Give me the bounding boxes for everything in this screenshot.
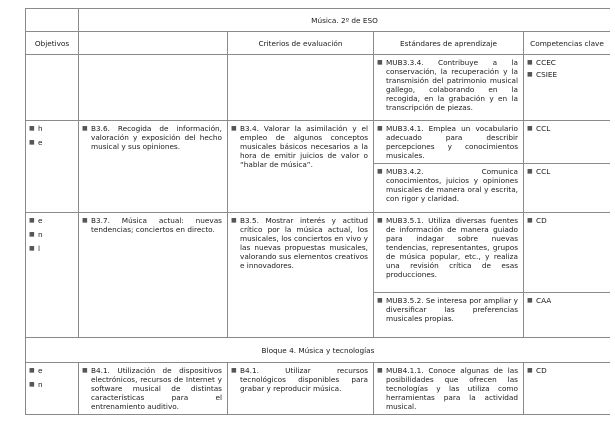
curriculum-table-container xyxy=(25,8,610,439)
bullet-icon: ■ xyxy=(231,367,237,374)
estandar-text: MUB3.4.1. Emplea un vocabulario adecuado para describir percepciones y conocimientos musicales. xyxy=(386,124,518,160)
criterio-cell xyxy=(228,213,374,338)
competencias-cell xyxy=(524,363,611,415)
competencia-text: CD xyxy=(536,366,547,375)
criterio-text: B3.5. Mostrar interés y actitud crítico por la música actual, los musicales, los conciertos en vivo y las nuevas propuestas musicales, valorando sus elementos creativos e innovadores. xyxy=(240,216,368,270)
table-row xyxy=(26,213,611,293)
bullet-icon: ■ xyxy=(527,297,533,304)
bullet-icon: ■ xyxy=(82,367,88,374)
bullet-icon: ■ xyxy=(527,168,533,175)
bullet-icon: ■ xyxy=(377,59,383,66)
column-header-row xyxy=(26,32,611,55)
block-title: Bloque 4. Música y tecnologías xyxy=(26,338,611,363)
title-row xyxy=(26,9,611,32)
bullet-icon: ■ xyxy=(29,245,35,252)
competencia-text: CD xyxy=(536,216,547,225)
objetivos-cell xyxy=(26,363,79,415)
estandar-text: MUB4.1.1. Conoce algunas de las posibilidades que ofrecen las tecnologías y las utiliza como herramientas para la actividad musical. xyxy=(386,366,518,411)
estandar-cell xyxy=(374,293,524,338)
estandar-cell xyxy=(374,55,524,121)
bullet-icon: ■ xyxy=(377,297,383,304)
competencias-cell xyxy=(524,293,611,338)
competencias-cell xyxy=(524,121,611,164)
estandar-cell xyxy=(374,121,524,164)
bullet-icon: ■ xyxy=(377,367,383,374)
bullet-icon: ■ xyxy=(29,125,35,132)
contenido-text: B3.7. Música actual: nuevas tendencias; conciertos en directo. xyxy=(91,216,222,234)
objetivo-text: l xyxy=(38,244,41,253)
criterio-cell xyxy=(228,363,374,415)
competencia-text: CCL xyxy=(536,167,551,176)
criterio-text: B4.1. Utilizar recursos tecnológicos disponibles para grabar y reproducir música. xyxy=(240,366,368,393)
objetivos-cell xyxy=(26,121,79,213)
contenido-cell xyxy=(79,363,228,415)
estandar-text: MUB3.5.1. Utiliza diversas fuentes de información de manera guiado para indagar sobre nuevas tendencias, representantes, grupos de música popular, etc., y realiza una revisión crítica de esas producciones. xyxy=(386,216,518,279)
criterio-text: B3.4. Valorar la asimilación y el empleo de algunos conceptos musicales básicos necesarios a la hora de emitir juicios de valor o “hablar de música”. xyxy=(240,124,368,169)
contenido-text: B3.6. Recogida de información, valoración y exposición del hecho musical y sus opiniones. xyxy=(91,124,222,151)
header-contenidos-empty xyxy=(79,32,228,55)
estandar-cell xyxy=(374,164,524,213)
objetivo-text: e xyxy=(38,216,43,225)
estandar-cell xyxy=(374,213,524,293)
bullet-icon: ■ xyxy=(82,125,88,132)
bullet-icon: ■ xyxy=(231,125,237,132)
objetivo-text: h xyxy=(38,124,43,133)
bullet-icon: ■ xyxy=(29,139,35,146)
criterio-cell xyxy=(228,121,374,213)
bullet-icon: ■ xyxy=(377,217,383,224)
table-title: Música. 2º de ESO xyxy=(79,9,611,32)
contenido-text: B4.1. Utilización de dispositivos electrónicos, recursos de Internet y software musical de distintas características para el entrenamiento auditivo. xyxy=(91,366,222,411)
bullet-icon: ■ xyxy=(527,367,533,374)
objetivo-text: e xyxy=(38,138,43,147)
title-empty-cell xyxy=(26,9,79,32)
estandar-text: MUB3.5.2. Se interesa por ampliar y diversificar las preferencias musicales propias. xyxy=(386,296,519,323)
bullet-icon: ■ xyxy=(29,217,35,224)
bullet-icon: ■ xyxy=(377,125,383,132)
contenido-cell xyxy=(79,121,228,213)
curriculum-table xyxy=(25,8,610,415)
table-row xyxy=(26,55,611,121)
bullet-icon: ■ xyxy=(527,59,533,66)
estandar-text: MUB3.4.2. Comunica conocimientos, juicios y opiniones musicales de manera oral y escrita, con rigor y claridad. xyxy=(386,167,518,203)
bullet-icon: ■ xyxy=(29,367,35,374)
objetivo-text: n xyxy=(38,230,43,239)
bullet-icon: ■ xyxy=(527,217,533,224)
competencia-text: CSIEE xyxy=(536,70,558,79)
criterio-cell xyxy=(228,55,374,121)
competencia-text: CCEC xyxy=(536,58,556,67)
bullet-icon: ■ xyxy=(377,168,383,175)
block-row xyxy=(26,338,611,363)
objetivos-cell xyxy=(26,55,79,121)
bullet-icon: ■ xyxy=(29,231,35,238)
objetivo-text: e xyxy=(38,366,43,375)
estandar-text: MUB3.3.4. Contribuye a la conservación, la recuperación y la transmisión del patrimonio musical gallego, colaborando en la recogida, en la grabación y en la transcripción de piezas. xyxy=(386,58,518,112)
competencia-text: CCL xyxy=(536,124,551,133)
competencias-cell xyxy=(524,164,611,213)
objetivos-cell xyxy=(26,213,79,338)
table-row xyxy=(26,363,611,415)
bullet-icon: ■ xyxy=(231,217,237,224)
bullet-icon: ■ xyxy=(82,217,88,224)
header-objetivos: Objetivos xyxy=(26,32,79,55)
bullet-icon: ■ xyxy=(527,71,533,78)
contenido-cell xyxy=(79,55,228,121)
header-criterios: Criterios de evaluación xyxy=(228,32,374,55)
header-estandares: Estándares de aprendizaje xyxy=(374,32,524,55)
competencias-cell xyxy=(524,55,611,121)
estandar-cell xyxy=(374,363,524,415)
bullet-icon: ■ xyxy=(527,125,533,132)
bullet-icon: ■ xyxy=(29,381,35,388)
competencias-cell xyxy=(524,213,611,293)
competencia-text: CAA xyxy=(536,296,552,305)
header-competencias: Competencias clave xyxy=(524,32,611,55)
table-row xyxy=(26,121,611,164)
objetivo-text: n xyxy=(38,380,43,389)
contenido-cell xyxy=(79,213,228,338)
